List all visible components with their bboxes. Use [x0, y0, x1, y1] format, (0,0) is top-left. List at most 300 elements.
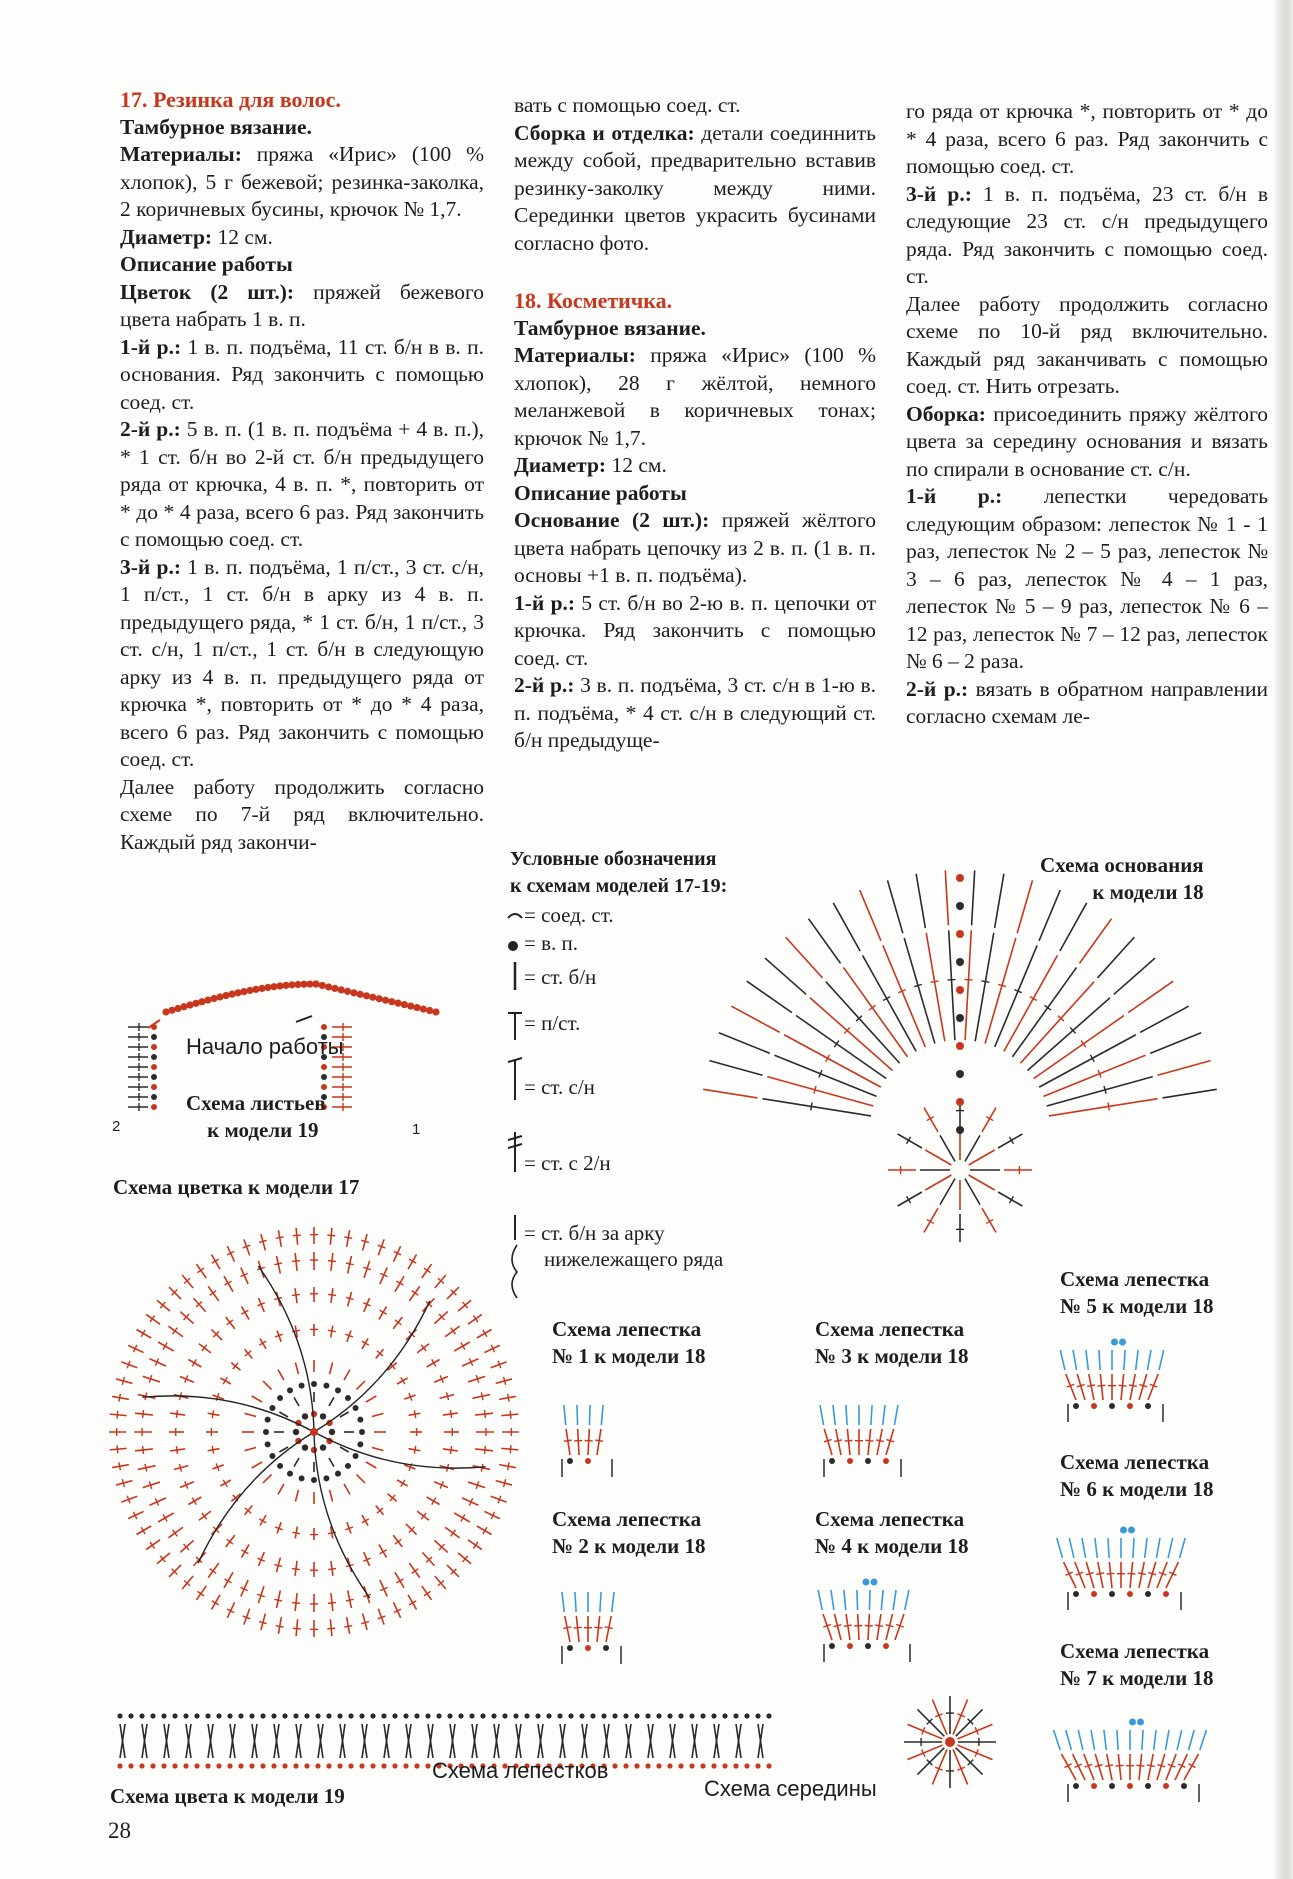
strip-dot — [755, 1713, 760, 1718]
strip-dot — [161, 1763, 166, 1768]
petals-strip-label: Схема лепестков — [432, 1758, 609, 1783]
strip-dot — [733, 1713, 738, 1718]
petal-dot — [1127, 1403, 1133, 1409]
stitch-tick — [210, 1291, 216, 1296]
stitch-mark — [898, 1134, 922, 1148]
stitch-mark — [871, 1405, 872, 1425]
strip-dot — [337, 1713, 342, 1718]
stitch-mark — [1128, 981, 1173, 1012]
stitch-tick — [605, 1627, 613, 1629]
ring-dot — [345, 1395, 351, 1401]
strip-dot — [304, 1763, 309, 1768]
stitch-mark — [597, 1429, 601, 1455]
stitch-mark — [417, 1511, 429, 1520]
strip-dot — [348, 1763, 353, 1768]
strip-dot — [238, 1763, 243, 1768]
strip-dot — [689, 1763, 694, 1768]
stitch-mark — [719, 1033, 770, 1054]
stitch-mark — [965, 930, 971, 1040]
stitch-mark — [1139, 1562, 1144, 1588]
stitch-mark — [606, 1616, 611, 1642]
stitch-tick — [173, 1530, 178, 1536]
stitch-tick — [210, 1569, 216, 1574]
stitch-tick — [574, 1627, 582, 1628]
strip-dot — [425, 1763, 430, 1768]
ring-dot — [293, 1429, 299, 1435]
chain-dot — [350, 989, 357, 996]
stitch-mark — [468, 1314, 482, 1324]
petal-top-dot — [1128, 1527, 1135, 1534]
model-18-desc-title: Описание работы — [514, 480, 687, 505]
stitch-mark — [1089, 1374, 1094, 1400]
stitch-mark — [252, 1462, 262, 1468]
strip-dot — [381, 1713, 386, 1718]
chain-dot — [312, 980, 319, 987]
stitch-mark — [157, 1553, 170, 1564]
petal-dot — [567, 1458, 573, 1464]
stitch-mark — [836, 1429, 841, 1455]
model-18-row-1: 1-й р.: 5 ст. б/н во 2-ю в. п. цепочки от крючка. Ряд закончить с помощью соед. ст. — [514, 590, 876, 670]
stitch-mark — [1165, 1730, 1169, 1750]
stitch-mark — [868, 1614, 869, 1640]
stitch-mark — [982, 1108, 996, 1132]
chain-dot — [204, 996, 211, 1003]
strip-dot — [436, 1713, 441, 1718]
spoke-line — [314, 1432, 370, 1598]
stitch-mark — [435, 1275, 446, 1288]
stitch-tick — [412, 1291, 418, 1296]
stitch-mark — [447, 1287, 459, 1299]
leaves-num-1: 1 — [412, 1121, 421, 1138]
strip-dot — [392, 1763, 397, 1768]
row-marker — [956, 958, 964, 966]
stitch-mark — [296, 1619, 297, 1636]
stitch-mark — [709, 1061, 762, 1076]
stitch-mark — [857, 1590, 858, 1610]
stitch-tick — [328, 1569, 336, 1570]
model-18-row-2: 2-й р.: 3 в. п. подъёма, 3 ст. с/н в 1-ю в. п. подъёма, * 4 ст. с/н в следующий ст. б/н предыдуще- — [514, 673, 877, 752]
strip-dot — [172, 1763, 177, 1768]
spoke-line — [142, 1396, 314, 1432]
stitch-mark — [330, 1490, 333, 1502]
strip-dot — [546, 1713, 551, 1718]
stitch-mark — [809, 919, 841, 964]
petal-6-title: Схема лепестка № 6 к модели 18 — [1060, 1450, 1214, 1501]
strip-dot — [249, 1763, 254, 1768]
strip-dot — [711, 1763, 716, 1768]
chain-dot — [432, 1008, 439, 1015]
stitch-mark — [294, 1397, 299, 1406]
stitch-mark — [1073, 1350, 1077, 1370]
chain-dot — [338, 986, 345, 993]
stitch-mark — [445, 1326, 460, 1337]
petal-4-diagram — [812, 1570, 952, 1680]
stitch-mark — [208, 1286, 219, 1301]
stitch-tick — [834, 1625, 842, 1627]
stitch-tick — [1116, 1765, 1124, 1766]
petal-dot — [1127, 1591, 1133, 1597]
stitch-mark — [329, 1458, 334, 1467]
stitch-tick — [276, 1237, 284, 1238]
stitch-mark — [765, 958, 806, 994]
row-marker — [956, 1014, 964, 1022]
stitch-mark — [956, 1748, 983, 1775]
stitch-tick — [451, 1446, 452, 1454]
petal-dot — [829, 1458, 835, 1464]
stitch-mark — [196, 1264, 206, 1278]
stitch-tick — [1138, 1573, 1146, 1575]
strip-dot — [161, 1713, 166, 1718]
ring-dot — [287, 1387, 293, 1393]
strip-dot — [425, 1713, 430, 1718]
petal-top-dot — [863, 1579, 870, 1586]
stitch-mark — [366, 1396, 376, 1402]
petal-dot — [1163, 1591, 1169, 1597]
page-number: 28 — [108, 1818, 131, 1843]
stitch-mark — [1189, 1730, 1195, 1750]
model-17-diameter: Диаметр: 12 см. — [120, 224, 273, 249]
stitch-mark — [953, 1700, 968, 1735]
strip-dot — [535, 1713, 540, 1718]
strip-dot — [590, 1713, 595, 1718]
stitch-mark — [924, 1208, 938, 1232]
stitch-mark — [434, 1540, 447, 1552]
chain-dot — [151, 1084, 157, 1090]
stitch-tick — [1147, 1765, 1155, 1767]
stitch-tick — [344, 1626, 352, 1627]
stitch-mark — [957, 1745, 992, 1760]
stitch-tick — [510, 1445, 511, 1453]
petal-5-title: Схема лепестка № 5 к модели 18 — [1060, 1267, 1214, 1318]
stitch-mark — [1004, 955, 1058, 1051]
stitch-tick — [876, 1440, 884, 1442]
stitch-mark — [226, 1317, 235, 1329]
stitch-mark — [1200, 1730, 1207, 1750]
strip-dot — [403, 1713, 408, 1718]
stitch-tick — [344, 1237, 352, 1238]
strip-dot — [711, 1713, 716, 1718]
flower-17-title: Схема цветка к модели 17 — [113, 1175, 360, 1199]
stitch-mark — [366, 1462, 376, 1468]
stitch-mark — [331, 1253, 333, 1271]
stitch-mark — [356, 1381, 364, 1389]
stitch-tick — [1118, 1385, 1126, 1386]
strip-dot — [117, 1713, 122, 1718]
stitch-mark — [703, 1089, 757, 1098]
stitch-mark — [1057, 1538, 1063, 1558]
stitch-mark — [597, 1616, 600, 1642]
stitch-mark — [1078, 1730, 1083, 1750]
petal-dot — [1091, 1783, 1097, 1789]
stitch-mark — [600, 1592, 601, 1612]
model-17-further: Далее работу продолжить согласно схеме по 7-й ряд включительно. Каждый ряд закончи- — [120, 774, 484, 854]
petal-top-dot — [871, 1579, 878, 1586]
stitch-mark — [208, 1563, 219, 1578]
stitch-mark — [1091, 1730, 1095, 1750]
stitch-mark — [917, 1748, 944, 1775]
model-17-continued: вать с помощью соед. ст. — [514, 93, 741, 117]
stitch-mark — [1121, 1374, 1124, 1400]
petal-1-title: Схема лепестка № 1 к модели 18 — [552, 1317, 706, 1368]
strip-dot — [458, 1713, 463, 1718]
model-18-further: Далее работу продолжить согласно схеме по 10-й ряд включительно. Каждый ряд заканчивать с помощью соед. ст. Нить отрезать. — [906, 291, 1268, 398]
stitch-mark — [818, 1590, 822, 1610]
stitch-mark — [1158, 1061, 1211, 1076]
stitch-mark — [409, 1286, 420, 1301]
model-17-row-3: 3-й р.: 1 в. п. подъёма, 1 п/ст., 3 ст. с/н, 1 п/ст., 1 ст. б/н в арку из 4 в. п. предыдущего ряда, * 1 ст. б/н, 1 п/ст., 3 ст. с/н, 1 п/ст., 1 ст. б/н в следующую арку из 4 в. п. предыдущего ряда от крючка *, повторить от * до * 4 раза, всего 6 раз. Ряд закончить с помощью соед. ст. — [120, 554, 484, 771]
stitch-tick — [931, 981, 939, 982]
strip-dot — [612, 1713, 617, 1718]
stitch-mark — [969, 1150, 995, 1165]
ring-dot — [269, 1405, 275, 1411]
stitch-mark — [949, 930, 955, 1040]
chain-dot — [246, 987, 253, 994]
petal-2-title: Схема лепестка № 2 к модели 18 — [552, 1507, 706, 1558]
model-18-technique: Тамбурное вязание. — [514, 315, 706, 340]
ring-dot — [302, 1413, 308, 1419]
model-17-assembly: Сборка и отделка: детали соединнить между собой, предварительно вставив резинку-заколку между ними. Серединки цветов украсить бусинами согласно фото. — [514, 120, 876, 255]
strip-dot — [315, 1763, 320, 1768]
model-18-materials: Материалы: пряжа «Ирис» (100 % хлопок), 28 г жёлтой, немного меланжевой в коричневых тонах; крючок № 1,7. — [514, 343, 876, 450]
stitch-mark — [834, 1614, 841, 1640]
stitch-mark — [501, 1448, 518, 1449]
stitch-tick — [212, 1410, 213, 1418]
stitch-mark — [468, 1540, 482, 1550]
ring-dot — [353, 1453, 359, 1459]
stitch-mark — [1177, 1730, 1182, 1750]
stitch-tick — [293, 1628, 301, 1629]
chain-dot — [151, 1064, 157, 1070]
stitch-tick — [198, 1268, 205, 1273]
stitch-mark — [435, 1576, 446, 1589]
stitch-mark — [1156, 1538, 1160, 1558]
strip-dot — [271, 1713, 276, 1718]
petal-dot — [1145, 1783, 1151, 1789]
stitch-mark — [1118, 1754, 1121, 1780]
stitch-mark — [883, 1405, 885, 1425]
stitch-mark — [869, 1590, 870, 1610]
ring-dot — [320, 1444, 326, 1450]
stitch-mark — [945, 870, 948, 925]
stitch-mark — [846, 1405, 847, 1425]
strip-dot — [359, 1763, 364, 1768]
legend-item-sc: = ст. б/н — [524, 965, 597, 989]
stitch-mark — [877, 1429, 882, 1455]
stitch-tick — [481, 1392, 483, 1400]
column-1 — [120, 86, 484, 856]
strip-dot — [513, 1713, 518, 1718]
stitch-tick — [346, 1599, 354, 1601]
strip-dot — [282, 1763, 287, 1768]
stitch-mark — [330, 1619, 331, 1636]
ring-dot — [359, 1429, 365, 1435]
stitch-mark — [211, 1329, 222, 1340]
stitch-mark — [1140, 1006, 1188, 1032]
ring-dot — [277, 1395, 283, 1401]
stitch-mark — [344, 1484, 350, 1494]
stitch-mark — [917, 1709, 944, 1736]
stitch-mark — [886, 1614, 893, 1640]
stitch-mark — [406, 1524, 417, 1535]
row-marker — [956, 1098, 964, 1106]
stitch-mark — [925, 1175, 951, 1190]
stitch-mark — [278, 1370, 284, 1380]
stitch-mark — [409, 1563, 420, 1578]
petal-top-dot — [1120, 1527, 1127, 1534]
model-17-desc-title: Описание работы — [120, 252, 293, 276]
strip-dot — [128, 1713, 133, 1718]
petal-dot — [829, 1643, 835, 1649]
stitch-mark — [135, 1449, 153, 1451]
petal-top-dot — [1111, 1339, 1118, 1346]
stitch-tick — [451, 1410, 452, 1418]
strip-dot — [205, 1763, 210, 1768]
chain-dot — [240, 988, 247, 995]
strip-dot — [227, 1713, 232, 1718]
chain-dot — [357, 991, 364, 998]
strip-dot — [502, 1713, 507, 1718]
strip-dot — [172, 1713, 177, 1718]
stitch-mark — [278, 1484, 284, 1494]
stitch-mark — [295, 1253, 297, 1271]
strip-dot — [370, 1763, 375, 1768]
stitch-mark — [612, 1592, 614, 1612]
chain-dot — [228, 991, 235, 998]
stitch-tick — [1044, 1005, 1051, 1010]
stitch-mark — [329, 1397, 334, 1406]
petal-dot — [1145, 1403, 1151, 1409]
strip-dot — [766, 1713, 771, 1718]
stitch-mark — [1039, 890, 1060, 941]
stitch-mark — [263, 1474, 271, 1482]
chain-dot — [321, 1074, 327, 1080]
ring-dot — [357, 1441, 363, 1447]
stitch-mark — [110, 1414, 127, 1415]
model-18-diameter: Диаметр: 12 см. — [514, 453, 667, 477]
petal-dot — [1091, 1403, 1097, 1409]
stitch-tick — [198, 1591, 205, 1596]
row-marker — [956, 1126, 964, 1134]
petal-dot — [567, 1645, 573, 1651]
petal-2-diagram — [550, 1572, 670, 1672]
stitch-mark — [146, 1540, 160, 1550]
ring-dot — [335, 1471, 341, 1477]
stitch-mark — [908, 1724, 943, 1739]
strip-dot — [183, 1763, 188, 1768]
strip-dot — [293, 1713, 298, 1718]
stitch-mark — [833, 903, 860, 951]
chain-dot — [407, 1003, 414, 1010]
stitch-mark — [940, 1135, 955, 1161]
stitch-mark — [562, 1592, 564, 1612]
petal-7-title: Схема лепестка № 7 к модели 18 — [1060, 1639, 1214, 1690]
ring-dot — [269, 1453, 275, 1459]
stitch-mark — [957, 1724, 992, 1739]
stitch-mark — [877, 1614, 881, 1640]
chain-dot — [401, 1001, 408, 1008]
center-dot — [310, 1428, 318, 1436]
stitch-mark — [863, 955, 917, 1051]
stitch-mark — [180, 1312, 193, 1324]
model-18-base: Основание (2 шт.): пряжей жёлтого цвета набрать цепочку из 2 в. п. (1 в. п. основы +1 в. п. подъёма). — [514, 508, 876, 587]
stitch-mark — [831, 1590, 834, 1610]
model-17-row-1: 1-й р.: 1 в. п. подъёма, 11 ст. б/н в в. п. основания. Ряд закончить с помощью соед. ст. — [120, 334, 484, 414]
model-17-materials: Материалы: пряжа «Ирис» (100 % хлопок), 5 г бежевой; резинка-заколка, 2 коричневых бусины, крючок № 1,7. — [120, 142, 484, 221]
stitch-tick — [594, 1627, 602, 1628]
row-marker — [956, 930, 964, 938]
stitch-mark — [1150, 1033, 1201, 1054]
strip-dot — [326, 1713, 331, 1718]
stitch-tick — [143, 1446, 144, 1454]
petal-3-diagram — [812, 1385, 952, 1485]
leaves-num-2: 2 — [112, 1118, 121, 1135]
stitch-mark — [1104, 1730, 1106, 1750]
model-18-ruffle-row-2: 2-й р.: вязать в обратном направлении согласно схемам ле- — [906, 676, 1268, 728]
stitch-tick — [834, 1440, 842, 1442]
row-marker — [956, 874, 964, 882]
stitch-tick — [1136, 1765, 1144, 1766]
stitch-mark — [833, 1405, 835, 1425]
stitch-mark — [168, 1527, 183, 1538]
stitch-mark — [244, 1448, 256, 1451]
strip-dot — [667, 1713, 672, 1718]
stitch-mark — [1130, 1374, 1135, 1400]
petal-5-diagram — [1056, 1330, 1206, 1440]
strip-dot — [117, 1763, 122, 1768]
strip-dot — [326, 1763, 331, 1768]
strip-dot — [766, 1763, 771, 1768]
stitch-mark — [925, 1150, 951, 1165]
stitch-tick — [119, 1462, 120, 1470]
ring-dot — [329, 1429, 335, 1435]
stitch-mark — [199, 1344, 211, 1353]
stitch-tick — [328, 1261, 336, 1262]
stitch-tick — [473, 1542, 478, 1549]
ring-dot — [265, 1417, 271, 1423]
strip-dot — [227, 1763, 232, 1768]
stitch-mark — [182, 1275, 193, 1288]
petal-top-dot — [1119, 1339, 1126, 1346]
stitch-mark — [965, 1179, 980, 1205]
strip-dot — [678, 1713, 683, 1718]
petal-dot — [1091, 1591, 1097, 1597]
stitch-tick — [1108, 1103, 1109, 1111]
stitch-tick — [292, 1261, 300, 1262]
stitch-mark — [1097, 937, 1134, 978]
stitch-mark — [844, 1590, 846, 1610]
strip-dot — [381, 1763, 386, 1768]
stitch-mark — [393, 1535, 402, 1547]
stitch-mark — [1099, 1350, 1100, 1370]
ring-dot — [320, 1413, 326, 1419]
stitch-mark — [578, 1429, 579, 1455]
chain-dot — [234, 989, 241, 996]
petal-6-diagram — [1056, 1518, 1216, 1628]
ring-dot — [345, 1463, 351, 1469]
strip-dot — [403, 1763, 408, 1768]
strip-dot — [656, 1713, 661, 1718]
petal-dot — [585, 1458, 591, 1464]
stitch-mark — [263, 1381, 271, 1389]
stitch-mark — [1054, 1730, 1061, 1750]
strip-dot — [414, 1763, 419, 1768]
stitch-mark — [475, 1449, 493, 1451]
strip-dot — [722, 1713, 727, 1718]
chain-dot — [319, 982, 326, 989]
strip-dot — [271, 1763, 276, 1768]
chain-dot — [151, 1034, 157, 1040]
stitch-tick — [1096, 1573, 1104, 1575]
